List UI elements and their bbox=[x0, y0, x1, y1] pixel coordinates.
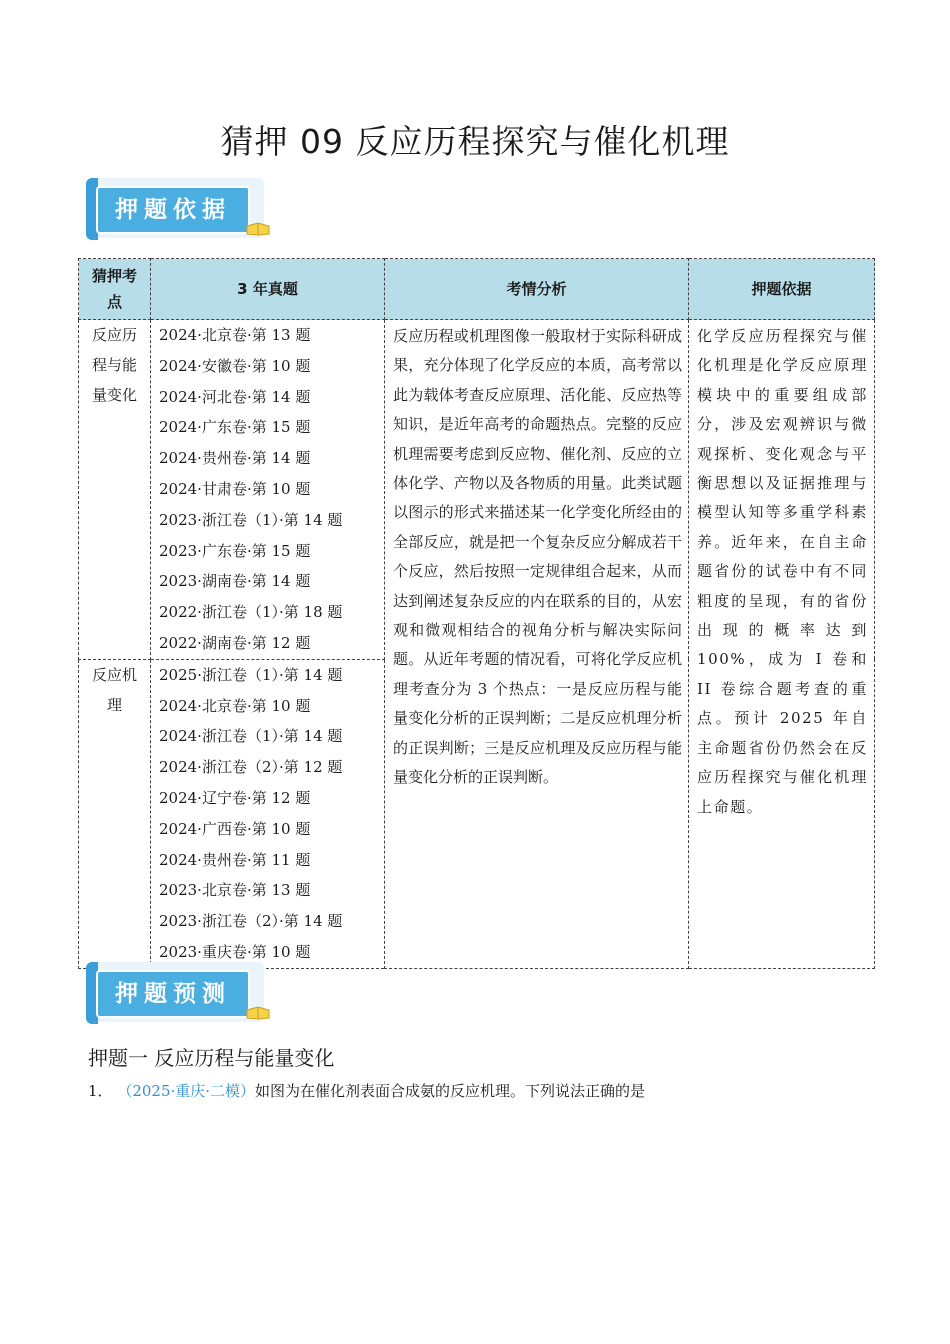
header-basis: 押题依据 bbox=[689, 259, 875, 320]
list-item: 2025·浙江卷（1）·第 14 题 bbox=[159, 665, 343, 684]
list-item: 2024·河北卷·第 14 题 bbox=[159, 387, 311, 406]
question-text: 如图为在催化剂表面合成氨的反应机理。下列说法正确的是 bbox=[255, 1082, 646, 1100]
list-item: 2022·浙江卷（1）·第 18 题 bbox=[159, 603, 343, 622]
exam-list-1 bbox=[151, 320, 385, 660]
header-exams: 3 年真题 bbox=[151, 259, 385, 320]
book-icon bbox=[246, 1006, 270, 1020]
list-item: 2024·北京卷·第 13 题 bbox=[159, 326, 311, 344]
list-item: 2022·湖南卷·第 12 题 bbox=[159, 633, 311, 652]
list-item: 2024·浙江卷（2）·第 12 题 bbox=[159, 758, 343, 777]
list-item: 2024·广东卷·第 15 题 bbox=[159, 418, 311, 437]
table-row bbox=[79, 320, 875, 660]
book-icon bbox=[246, 222, 270, 236]
basis-banner bbox=[86, 178, 272, 244]
predict-banner-label: 押题预测 bbox=[96, 970, 250, 1018]
list-item: 2023·浙江卷（2）·第 14 题 bbox=[159, 912, 343, 931]
list-item: 2024·安徽卷·第 10 题 bbox=[159, 356, 311, 375]
basis-table bbox=[78, 258, 875, 969]
list-item: 2024·辽宁卷·第 12 题 bbox=[159, 788, 311, 807]
list-item: 2024·北京卷·第 10 题 bbox=[159, 696, 311, 715]
list-item: 2024·甘肃卷·第 10 题 bbox=[159, 479, 311, 498]
header-analysis: 考情分析 bbox=[385, 259, 689, 320]
list-item: 2024·浙江卷（1）·第 14 题 bbox=[159, 727, 343, 746]
list-item: 2023·浙江卷（1）·第 14 题 bbox=[159, 510, 343, 529]
analysis-cell: 反应历程或机理图像一般取材于实际科研成果，充分体现了化学反应的本质，高考常以此为载体考查反应原理、活化能、反应热等知识，是近年高考的命题热点。完整的反应机理需要考虑到反应物、催化剂、反应的立体化学、产物以及各物质的用量。此类试题以图示的形式来描述某一化学变化所经由的全部反应，就是把一个复杂反应分解成若干个反应，然后按照一定规律组合起来，从而达到阐述复杂反应的内在联系的目的，从宏观和微观相结合的视角分析与解决实际问题。从近年考题的情况看，可将化学反应机理考查分为 3 个热点：一是反应历程与能量变化分析的正误判断；二是反应机理分析的正误判断；三是反应机理及反应历程与能量变化分析的正误判断。 bbox=[385, 320, 689, 969]
exam-list-2 bbox=[151, 659, 385, 968]
list-item: 2024·贵州卷·第 11 题 bbox=[159, 850, 311, 869]
basis-banner-label: 押题依据 bbox=[96, 186, 250, 234]
list-item: 2023·重庆卷·第 10 题 bbox=[159, 942, 311, 961]
topic-cell-1: 反应历程与能量变化 bbox=[79, 320, 151, 660]
topic-cell-2: 反应机理 bbox=[79, 659, 151, 968]
basis-cell: 化学反应历程探究与催化机理是化学反应原理模块中的重要组成部分，涉及宏观辨识与微观探析、变化观念与平衡思想以及证据推理与模型认知等多重学科素养。近年来，在自主命题省份的试卷中有不同粗度的呈现，有的省份出现的概率达到 100%，成为 I 卷和 II 卷综合题考查的重点。预计 2025 年自主命题省份仍然会在反应历程探究与催化机理上命题。 bbox=[689, 320, 875, 969]
page-title: 猜押 09 反应历程探究与催化机理 bbox=[220, 122, 730, 161]
predict-banner bbox=[86, 962, 272, 1028]
list-item: 2023·广东卷·第 15 题 bbox=[159, 541, 311, 560]
header-topic: 猜押考点 bbox=[79, 259, 151, 320]
table-header-row bbox=[79, 259, 875, 320]
question-number: 1． bbox=[88, 1082, 113, 1100]
list-item: 2024·贵州卷·第 14 题 bbox=[159, 449, 311, 468]
question-1 bbox=[88, 1080, 645, 1101]
section-heading: 押题一 反应历程与能量变化 bbox=[88, 1046, 335, 1070]
list-item: 2023·北京卷·第 13 题 bbox=[159, 881, 311, 900]
question-source: （2025·重庆·二模） bbox=[117, 1082, 256, 1100]
list-item: 2024·广西卷·第 10 题 bbox=[159, 819, 311, 838]
list-item: 2023·湖南卷·第 14 题 bbox=[159, 572, 311, 591]
